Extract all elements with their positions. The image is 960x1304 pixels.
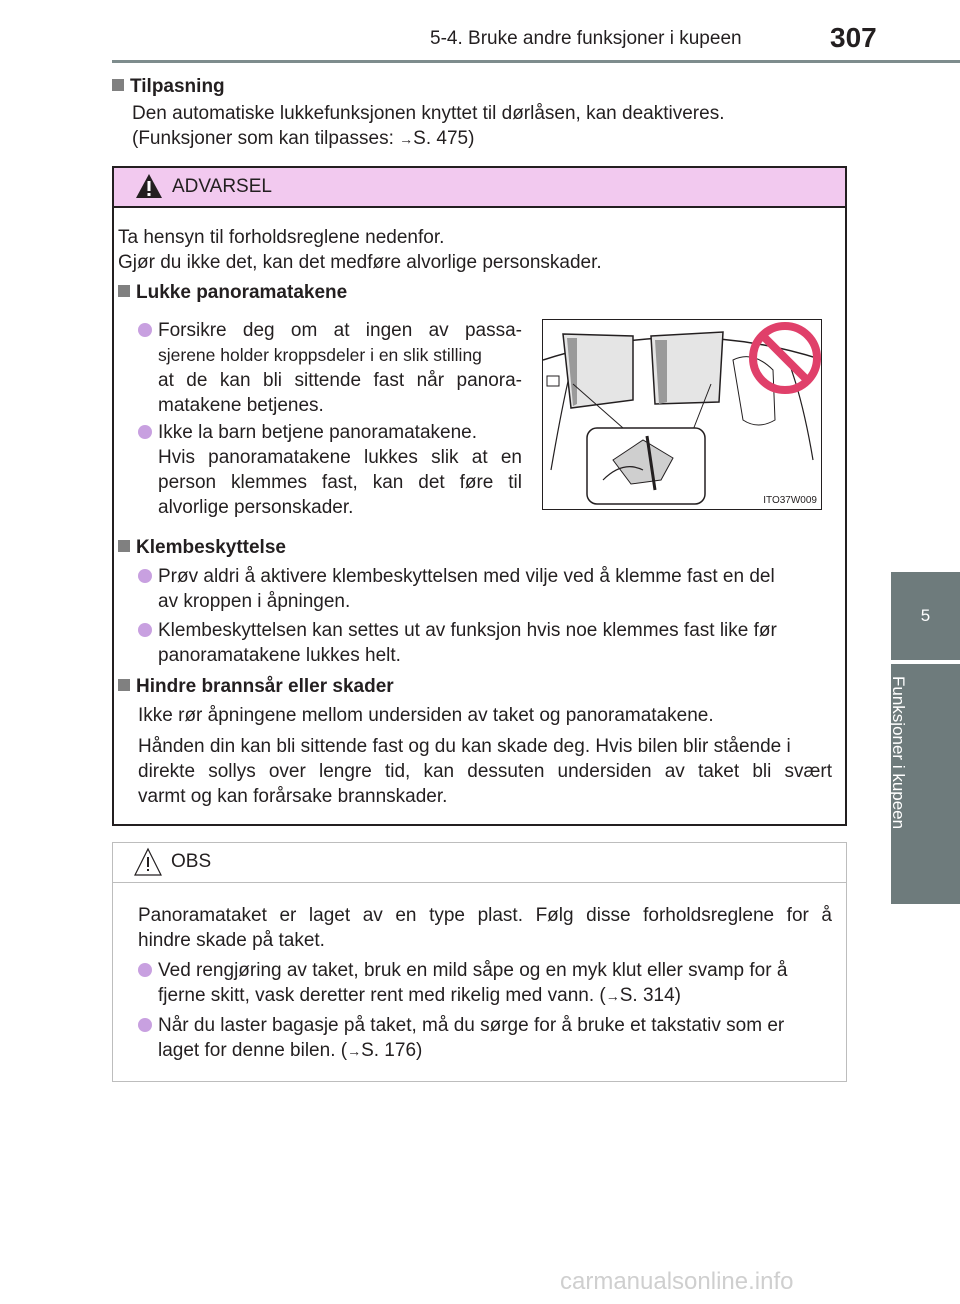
warning-bullet: Ikke la barn betjene panoramatakene. Hvis panoramatakene lukkes slik at en person klemmes fast, kan det føre til alvorlige personskader. bbox=[138, 420, 522, 520]
square-bullet-icon bbox=[118, 679, 130, 691]
notice-title: OBS bbox=[171, 851, 212, 872]
square-bullet-icon bbox=[118, 285, 130, 297]
warning-section-3-text-2: Hånden din kan bli sittende fast og du kan skade deg. Hvis bilen blir stående i direkte sollys over lengre tid, kan dessuten undersiden av taket bli svært varmt og kan forårsake brannskader. bbox=[138, 736, 832, 807]
bullet-dot-icon bbox=[138, 569, 152, 583]
page-number: 307 bbox=[830, 22, 877, 53]
panoramic-roof-illustration bbox=[542, 319, 822, 510]
warning-header bbox=[114, 168, 845, 208]
square-bullet-icon bbox=[112, 79, 124, 91]
arrow-icon: → bbox=[399, 131, 414, 147]
warning-section-3-text-1: Ikke rør åpningene mellom undersiden av taket og panoramatakene. bbox=[138, 705, 714, 726]
page-ref[interactable]: S. 475) bbox=[413, 128, 475, 149]
warning-section-1-heading: Lukke panoramatakene bbox=[118, 280, 347, 305]
arrow-icon: → bbox=[605, 988, 620, 1004]
watermark: carmanualsonline.info bbox=[560, 1268, 794, 1295]
side-label bbox=[889, 676, 960, 830]
notice-bullet: Ved rengjøring av taket, bruk en mild såpe og en myk klut eller svamp for å fjerne skitt, vask deretter rent med rikelig med vann. (→S. 314) bbox=[138, 958, 840, 1009]
page-ref[interactable]: S. 176) bbox=[361, 1040, 423, 1061]
warning-intro-2: Gjør du ikke det, kan det medføre alvorlige personskader. bbox=[118, 252, 602, 273]
arrow-icon: → bbox=[347, 1043, 362, 1059]
warning-bullet: Prøv aldri å aktivere klembeskyttelsen med vilje ved å klemme fast en del av kroppen i åpningen. bbox=[138, 564, 840, 614]
notice-text: Panoramataket er laget av en type plast. Følg disse forholdsreglene for å hindre skade på taket. bbox=[138, 905, 832, 951]
page-ref[interactable]: S. 314) bbox=[619, 985, 681, 1006]
roof-drawing bbox=[543, 320, 822, 510]
side-label-text: Funksjoner i kupeen bbox=[889, 676, 908, 830]
bullet-dot-icon bbox=[138, 425, 152, 439]
bullet-dot-icon bbox=[138, 623, 152, 637]
section-header: 5-4. Bruke andre funksjoner i kupeen bbox=[430, 28, 742, 49]
chapter-tab: 5 bbox=[891, 572, 960, 660]
tilpasning-title: Tilpasning bbox=[130, 76, 225, 97]
warning-section-3-heading: Hindre brannsår eller skader bbox=[118, 674, 394, 699]
warning-triangle-icon bbox=[134, 172, 164, 200]
caution-triangle-icon bbox=[133, 847, 163, 877]
square-bullet-icon bbox=[118, 540, 130, 552]
bullet-dot-icon bbox=[138, 323, 152, 337]
tilpasning-heading bbox=[112, 74, 225, 99]
warning-section-2-heading: Klembeskyttelse bbox=[118, 535, 286, 560]
tilpasning-text-1: Den automatiske lukkefunksjonen knyttet til dørlåsen, kan deaktiveres. bbox=[132, 103, 725, 124]
notice-bullet: Når du laster bagasje på taket, må du sørge for å bruke et takstativ som er laget for denne bilen. (→S. 176) bbox=[138, 1013, 840, 1064]
warning-intro-1: Ta hensyn til forholdsreglene nedenfor. bbox=[118, 227, 445, 248]
figure-code: ITO37W009 bbox=[763, 495, 817, 506]
tilpasning-text-2: (Funksjoner som kan tilpasses: →S. 475) bbox=[132, 128, 475, 149]
warning-bullet: Klembeskyttelsen kan settes ut av funksjon hvis noe klemmes fast like før panoramatakene lukkes helt. bbox=[138, 618, 840, 668]
warning-title: ADVARSEL bbox=[172, 176, 272, 197]
bullet-dot-icon bbox=[138, 963, 152, 977]
notice-header bbox=[113, 843, 846, 883]
header-divider bbox=[112, 60, 960, 63]
warning-bullet: Forsikre deg om at ingen av passa- sjerene holder kroppsdeler i en slik stilling at de kan bli sittende fast når panora- matakene betjenes. bbox=[138, 318, 522, 418]
bullet-dot-icon bbox=[138, 1018, 152, 1032]
